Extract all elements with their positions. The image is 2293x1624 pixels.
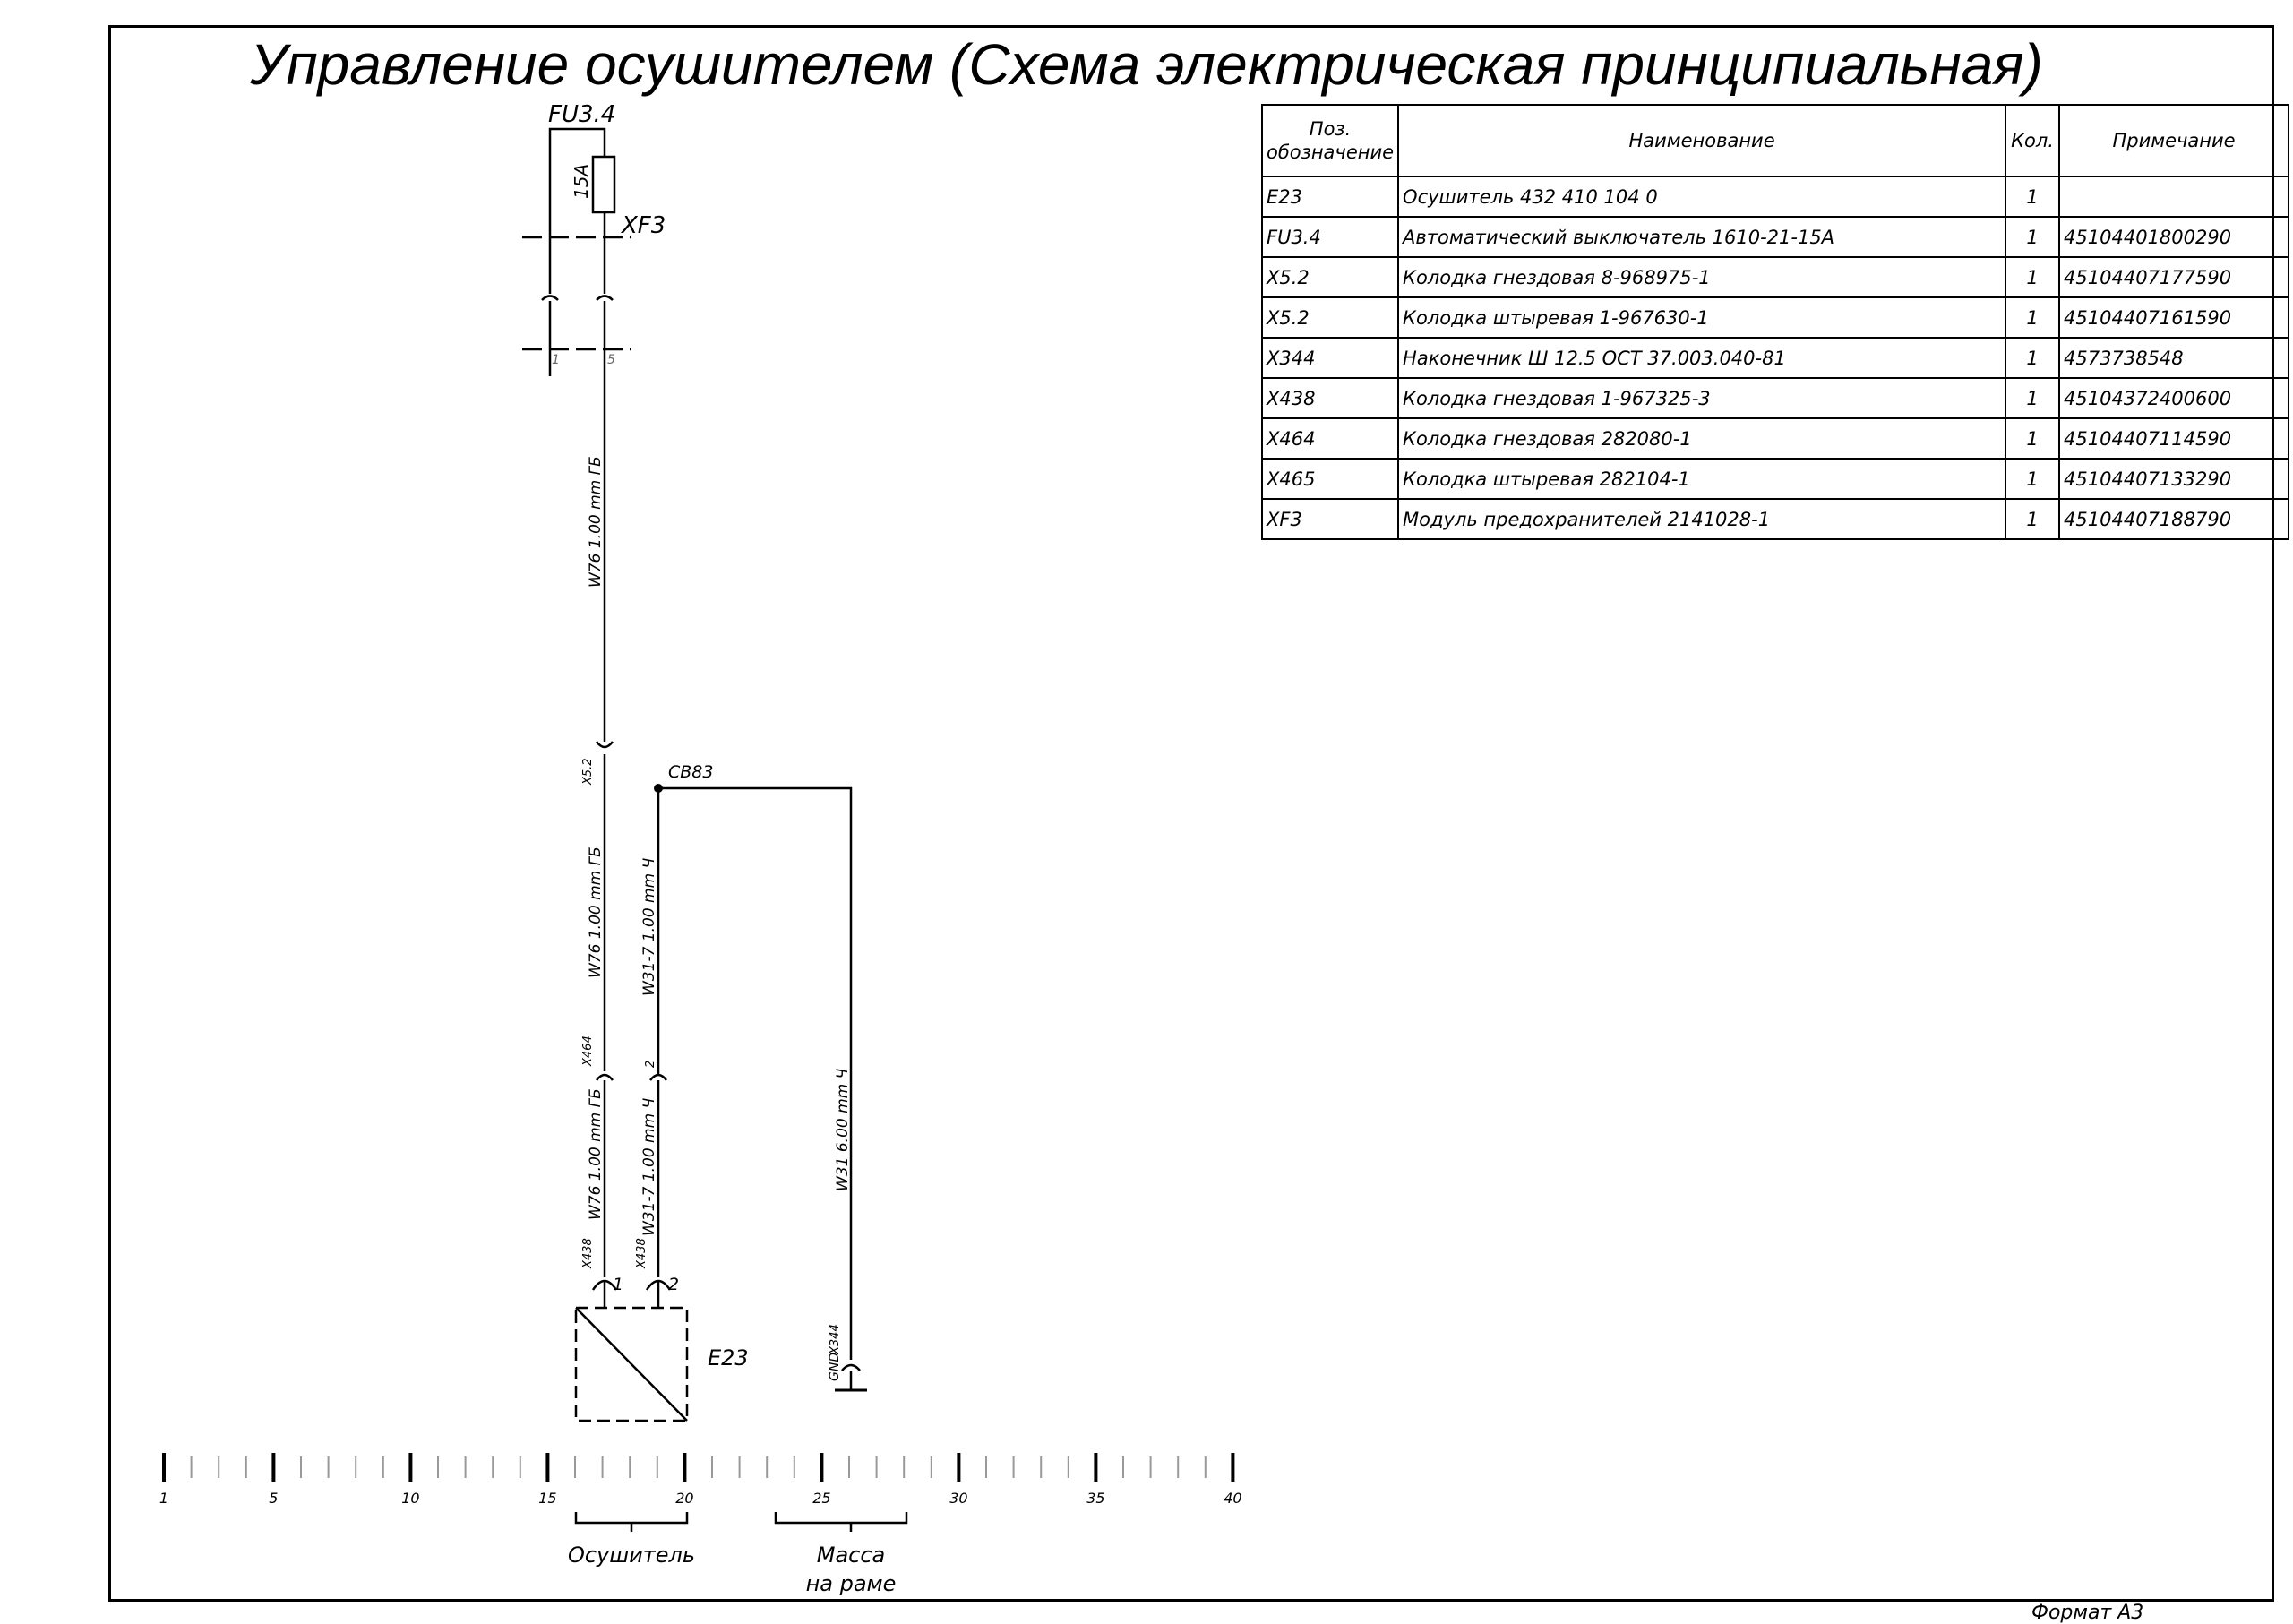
cell-qty: 1 [2005,378,2059,418]
connector-465-socket [650,1075,666,1080]
fuse-ref-label: FU3.4 [548,101,616,128]
ruler-label: 15 [538,1490,557,1507]
cell-note: 45104407114590 [2059,418,2289,459]
header-note: Примечание [2059,105,2289,176]
group-label-ground-line1: Масса [816,1542,886,1568]
cell-position: X344 [1262,338,1398,378]
wire-w76-top-label: W76 1.00 mm ГБ [587,456,605,588]
ruler-label: 30 [949,1490,968,1507]
cell-qty: 1 [2005,217,2059,257]
cell-position: FU3.4 [1262,217,1398,257]
connector-x52-label: X5.2 [581,758,595,785]
ruler-label: 25 [812,1490,831,1507]
cell-name: Автоматический выключатель 1610-21-15А [1398,217,2005,257]
connector-x344-label: X344 [829,1324,842,1354]
connector-x464-socket [597,1075,613,1080]
connector-x438b-label: X438 [635,1238,648,1268]
cell-name: Модуль предохранителей 2141028-1 [1398,499,2005,539]
group-label-dryer: Осушитель [567,1542,696,1568]
cell-position: X5.2 [1262,297,1398,338]
connector-x464-label: X464 [581,1035,595,1066]
cell-name: Осушитель 432 410 104 0 [1398,176,2005,217]
ruler-label: 10 [401,1490,420,1507]
node-cb83-dot [654,784,663,793]
column-ruler [159,1453,1242,1507]
cell-qty: 1 [2005,499,2059,539]
cell-position: XF3 [1262,499,1398,539]
cell-position: X465 [1262,459,1398,499]
cell-qty: 1 [2005,459,2059,499]
page-title: Управление осушителем (Схема электрическая принципиальная) [250,32,2043,97]
header-name: Наименование [1398,105,2005,176]
group-bracket-ground [776,1512,906,1523]
cell-note: 45104401800290 [2059,217,2289,257]
connector-x344-socket [842,1365,860,1371]
device-e23-diagonal [576,1308,687,1421]
cell-qty: 1 [2005,176,2059,217]
ruler-label: 20 [675,1490,694,1507]
cell-name: Колодка штыревая 1-967630-1 [1398,297,2005,338]
cell-qty: 1 [2005,338,2059,378]
cell-note: 45104407133290 [2059,459,2289,499]
cell-position: X5.2 [1262,257,1398,297]
cell-qty: 1 [2005,297,2059,338]
format-label: Формат А3 [2031,1602,2144,1624]
wire-cb83-bus [658,788,851,1360]
pin-1-label: 1 [552,353,560,367]
cell-name: Колодка гнездовая 8-968975-1 [1398,257,2005,297]
header-position: Поз. обозначение [1262,105,1398,176]
group-label-ground-line2: на раме [805,1571,897,1596]
ruler-label: 35 [1086,1490,1105,1507]
ruler-label: 1 [159,1490,169,1507]
header-qty: Кол. [2005,105,2059,176]
cell-name: Колодка гнездовая 1-967325-3 [1398,378,2005,418]
cell-note: 45104407188790 [2059,499,2289,539]
device-pin-2-label: 2 [668,1275,680,1294]
fuse-symbol [593,157,614,212]
cell-qty: 1 [2005,418,2059,459]
wire-w76-mid-label: W76 1.00 mm ГБ [587,846,605,978]
fuse-module-label: XF3 [622,212,666,239]
fuse-rating-label: 15A [571,163,592,199]
device-e23-label: E23 [708,1345,749,1371]
connector-x52-socket [597,742,613,747]
ruler-label: 5 [269,1490,279,1507]
wire-w76-bot-label: W76 1.00 mm ГБ [587,1088,605,1220]
ground-label: GND [828,1352,842,1381]
cell-note: 45104372400600 [2059,378,2289,418]
cell-name: Колодка гнездовая 282080-1 [1398,418,2005,459]
cell-name: Наконечник Ш 12.5 ОСТ 37.003.040-81 [1398,338,2005,378]
cell-qty: 1 [2005,257,2059,297]
connector-465-pin-label: 2 [644,1060,657,1068]
device-pin-1-label: 1 [613,1275,624,1294]
cell-position: X464 [1262,418,1398,459]
cell-note: 45104407177590 [2059,257,2289,297]
cell-position: E23 [1262,176,1398,217]
xf3-socket-pin5 [597,296,613,301]
xf3-socket-pin1 [542,296,558,301]
wire-w31-7-bot-label: W31-7 1.00 mm Ч [640,1097,658,1236]
cell-name: Колодка штыревая 282104-1 [1398,459,2005,499]
pin-5-label: 5 [607,353,615,367]
cell-note: 45104407161590 [2059,297,2289,338]
ruler-label: 40 [1224,1490,1242,1507]
cell-note: 4573738548 [2059,338,2289,378]
wire-w31-7-mid-label: W31-7 1.00 mm Ч [640,857,658,996]
node-cb83-label: CB83 [668,762,714,782]
connector-x438a-label: X438 [581,1238,595,1268]
wire-w31-label: W31 6.00 mm Ч [834,1068,852,1191]
group-bracket-dryer [576,1512,687,1523]
cell-position: X438 [1262,378,1398,418]
